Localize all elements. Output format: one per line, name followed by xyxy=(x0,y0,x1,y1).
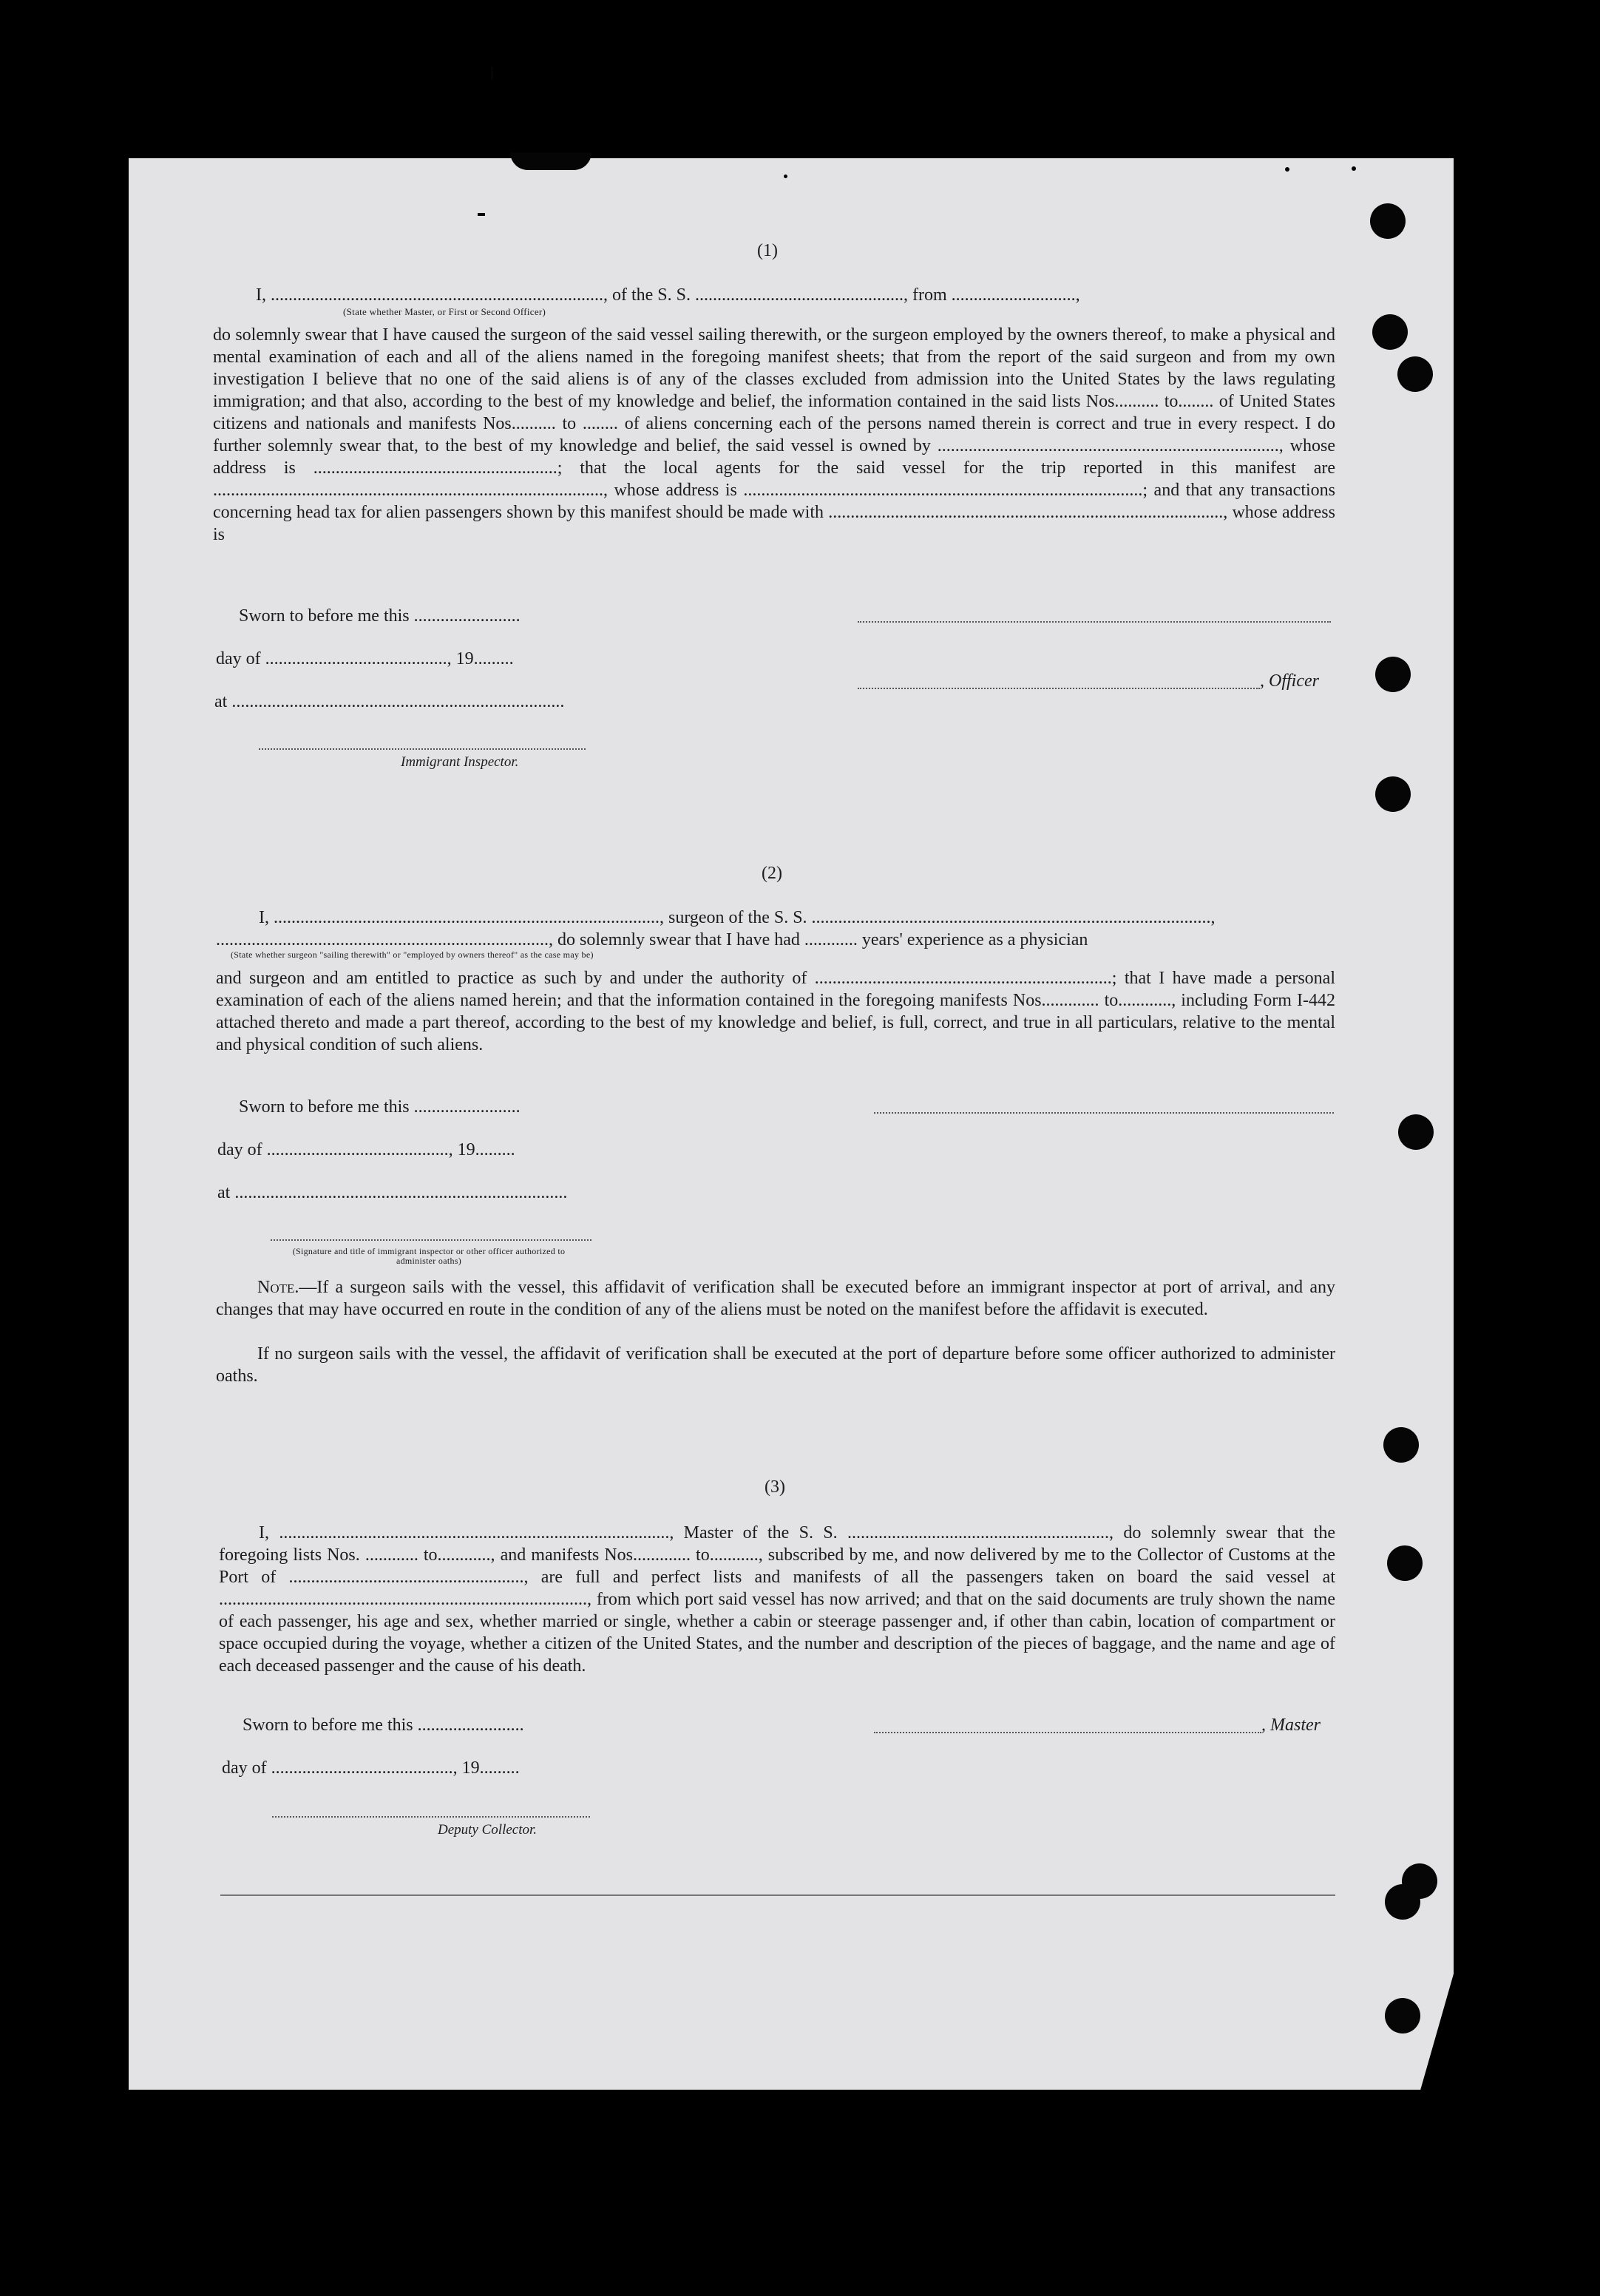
section-3-master-label: , Master xyxy=(1261,1716,1321,1735)
section-2-note xyxy=(216,1276,1335,1321)
section-2-experience-line: ..........................................................................., do solemnly swear that I have had ............ years' experience as a physician xyxy=(216,930,1088,949)
section-2-at-line: at ........................................................................... xyxy=(217,1183,568,1202)
section-3-collector-label: Deputy Collector. xyxy=(438,1822,538,1838)
punch-hole xyxy=(1375,657,1411,692)
section-2-day-line: day of ........................................., 19......... xyxy=(217,1140,515,1159)
section-1-caption: (State whether Master, or First or Second Officer) xyxy=(343,306,546,317)
punch-hole xyxy=(1397,356,1433,392)
section-1-number: (1) xyxy=(757,241,778,260)
punch-hole xyxy=(1398,1114,1434,1150)
section-2-sworn-line: Sworn to before me this ........................ xyxy=(239,1097,521,1117)
section-1-declarant-line: I, ..........................................................................., of the S. S. ..............................................., from ............................, xyxy=(256,285,1080,305)
section-1-inspector-line xyxy=(259,748,586,750)
section-2-oath-text: and surgeon and am entitled to practice as such by and under the authority of ...................................................................; that I have made a personal examination of each of the aliens named herein; and that the information contained in the foregoing manifests Nos............. to............, including Form I-442 attached thereto and made a part thereof, according to the best of my knowledge and belief, is full, correct, and true in all particulars, relative to the mental and physical condition of such aliens. xyxy=(216,969,1335,1054)
punch-hole xyxy=(1375,776,1411,812)
section-3-day-line: day of ........................................., 19......... xyxy=(222,1758,520,1778)
ink-speck xyxy=(491,67,493,80)
ink-speck xyxy=(784,175,787,178)
section-1-at-line: at ........................................................................... xyxy=(214,692,565,711)
section-3-oath-text: I, ........................................................................................, Master of the S. S. ..........................................................., do solemnly swear that the foregoing lists Nos. ............ to............, and manifests Nos............. to..........., subscribed by me, and now delivered by me to the Collector of Customs at the Port of ....................................................., are full and perfect lists and manifests of all the passengers taken on board the said vessel at ..................................................................................., from which port said vessel has now arrived; and that on the said documents are truly shown the name of each passenger, his age and sex, whether married or single, whether a cabin or steerage passenger and, if other than cabin, location of compartment or space occupied during the voyage, whether a citizen of the United States, and the number and description of the pieces of baggage, and the name and age of each deceased passenger and the cause of his death. xyxy=(219,1523,1335,1676)
punch-hole xyxy=(1383,1427,1419,1463)
note-text: —If a surgeon sails with the vessel, this affidavit of verification shall be executed before an immigrant inspector at port of arrival, and any changes that may have occurred en route in the condition of any of the aliens must be noted on the manifest before the affidavit is executed. xyxy=(216,1278,1335,1319)
section-3-sworn-line: Sworn to before me this ........................ xyxy=(243,1716,524,1735)
section-2-caption: (State whether surgeon "sailing therewith" or "employed by owners thereof" as the case may be) xyxy=(231,949,594,960)
section-2-number: (2) xyxy=(762,864,782,883)
section-3-number: (3) xyxy=(765,1477,785,1497)
section-2-note-2: If no surgeon sails with the vessel, the affidavit of verification shall be executed at the port of departure before some officer authorized to administer oaths. xyxy=(216,1344,1335,1386)
section-1-sworn-line: Sworn to before me this ........................ xyxy=(239,606,521,626)
punch-hole xyxy=(1387,1545,1423,1581)
section-1-officer-line xyxy=(858,688,1260,689)
punch-hole xyxy=(1370,203,1406,239)
ink-speck xyxy=(1352,166,1356,171)
section-2-signature-caption: (Signature and title of immigrant inspector or other officer authorized to administer oaths) xyxy=(292,1246,566,1266)
punch-hole xyxy=(1372,314,1408,350)
section-3-master-line xyxy=(874,1732,1261,1733)
ink-speck xyxy=(478,213,485,216)
section-1-officer-label: , Officer xyxy=(1260,671,1319,691)
note-label: Note. xyxy=(257,1278,299,1297)
ink-speck xyxy=(1285,167,1289,172)
section-1-day-line: day of ........................................., 19......... xyxy=(216,649,514,668)
punch-hole xyxy=(1385,1884,1420,1920)
section-1-inspector-label: Immigrant Inspector. xyxy=(401,754,519,770)
torn-notch xyxy=(510,152,591,170)
punch-hole xyxy=(1385,1998,1420,2033)
section-2-surgeon-line: I, ......................................................................................., surgeon of the S. S. .........................................................................................., xyxy=(259,908,1216,927)
section-1-oath-text: do solemnly swear that I have caused the surgeon of the said vessel sailing therewith, or the surgeon employed by the owners thereof, to make a physical and mental examination of each and all of the aliens named in the foregoing manifest sheets; that from the report of the said surgeon and from my own investigation I believe that no one of the said aliens is of any of the classes excluded from admission into the United States by the laws regulating immigration; and that also, according to the best of my knowledge and belief, the information contained in the said lists Nos.......... to........ of United States citizens and nationals and manifests Nos.......... to ........ of aliens concerning each of the persons named therein is correct and true in every respect. I do further solemnly swear that, to the best of my knowledge and belief, the said vessel is owned by ............................................................................., whose address is .......................................................; that the local agents for the said vessel for the trip reported in this manifest are ........................................................................................, whose address is ..........................................................................................; and that any transactions concerning head tax for alien passengers shown by this manifest should be made with ........................................................................................., whose address is xyxy=(213,325,1335,544)
section-3-collector-line xyxy=(272,1816,590,1818)
section-2-signature-line xyxy=(874,1112,1334,1114)
section-1-signature-line xyxy=(858,621,1331,623)
bottom-rule xyxy=(220,1894,1335,1896)
section-2-inspector-line xyxy=(271,1239,591,1241)
